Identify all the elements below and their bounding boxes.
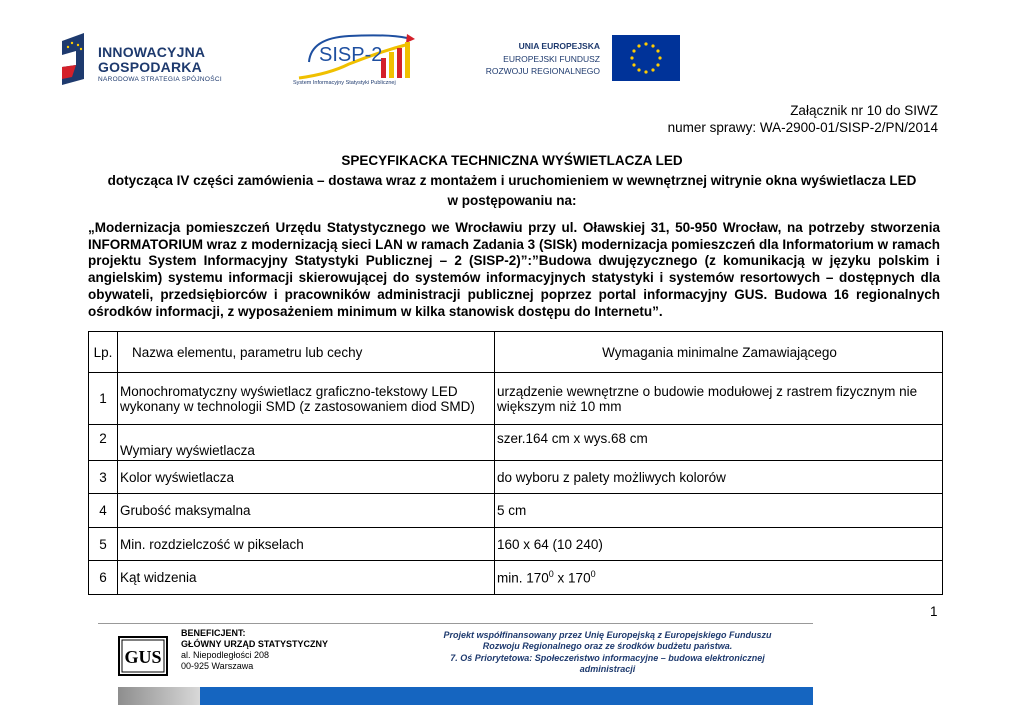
project-line-4: administracji (579, 663, 636, 674)
document-subtitle-2: w postępowaniu na: (447, 193, 577, 208)
viewing-angle-mid: x 170 (553, 570, 591, 586)
table-row (89, 494, 943, 528)
innowacyjna-gospodarka-logo (58, 33, 233, 85)
row-name: Monochromatyczny wyświetlacz graficzno-tekstowy LED wykonany w technologii SMD (z zastosowaniem diod SMD) (118, 373, 495, 425)
row-requirement: szer.164 cm x wys.68 cm (495, 425, 943, 461)
eu-flag-icon (612, 35, 680, 81)
eu-line-3: ROZWOJU REGIONALNEGO (485, 66, 600, 76)
table-row (89, 561, 943, 595)
sisp-title: SISP-2 (319, 44, 383, 66)
row-lp: 5 (89, 528, 118, 561)
table-row (89, 425, 943, 461)
eu-line-2: EUROPEJSKI FUNDUSZ (503, 54, 600, 64)
project-line-1: Projekt współfinansowany przez Unię Europejską z Europejskiego Funduszu (443, 630, 772, 640)
project-line-3: 7. Oś Priorytetowa: Społeczeństwo informacyjne – budowa elektronicznej (450, 652, 765, 663)
logo-line-2: GOSPODARKA (98, 59, 202, 75)
flag-logo-icon (58, 33, 88, 85)
attachment-label: Załącznik nr 10 do SIWZ (790, 103, 938, 118)
table-row (89, 528, 943, 561)
eu-logo (480, 35, 680, 83)
row-requirement: 160 x 64 (10 240) (495, 528, 943, 561)
viewing-angle-prefix: min. 170 (497, 570, 549, 586)
row-name: Kolor wyświetlacza (118, 461, 495, 494)
table-row (89, 461, 943, 494)
row-lp: 1 (89, 373, 118, 425)
row-requirement (495, 561, 943, 595)
footer-bar-blue (200, 687, 813, 705)
address-line-2: 00-925 Warszawa (181, 661, 254, 671)
project-line-2: Rozwoju Regionalnego oraz ze środków budżetu państwa. (482, 641, 733, 652)
header-name: Nazwa elementu, parametru lub cechy (118, 332, 495, 373)
row-name: Min. rozdzielczość w pikselach (118, 528, 495, 561)
document-subtitle: dotycząca IV części zamówienia – dostawa wraz z montażem i uruchomieniem w wewnętrznej witrynie okna wyświetlacza LED (107, 173, 917, 188)
gus-logo-text: GUS (124, 647, 162, 667)
beneficiary-label: BENEFICJENT: (181, 628, 246, 638)
beneficiary-name: GŁÓWNY URZĄD STATYSTYCZNY (181, 639, 328, 649)
footer-divider (98, 623, 813, 624)
sisp-2-logo (289, 30, 417, 90)
row-lp: 6 (89, 561, 118, 595)
row-lp: 3 (89, 461, 118, 494)
row-requirement: urządzenie wewnętrzne o budowie modułowej z rastrem fizycznym nie większym niż 10 mm (495, 373, 943, 425)
row-lp: 2 (89, 425, 118, 461)
beneficiary-block (181, 628, 328, 672)
row-requirement: do wyboru z palety możliwych kolorów (495, 461, 943, 494)
row-name: Kąt widzenia (118, 561, 495, 595)
address-line-1: al. Niepodległości 208 (181, 650, 270, 660)
case-number: numer sprawy: WA-2900-01/SISP-2/PN/2014 (667, 120, 938, 135)
page-number: 1 (930, 604, 938, 619)
logo-line-1: INNOWACYJNA (98, 44, 206, 60)
project-description: „Modernizacja pomieszczeń Urzędu Statystycznego we Wrocławiu przy ul. Oławskiej 31, 50-950 Wrocław, na potrzeby stworzenia INFORMATORIUM wraz z modernizacją sieci LAN w ramach Zadania 3 (SISk) modernizacja pomieszczeń dla Informatorium w ramach projektu System Informacyjny Statystyki Publicznej – 2 (SISP-2)”:”Budowa dwujęzycznego (z komunikacją w języku polskim i angielskim) systemu informacji skierowującej do systemów informacyjnych statystyki i systemów resortowych – dostępnych dla obywateli, przedsiębiorców i pracowników administracji publicznej poprzez portal informacyjny GUS. Budowa 16 regionalnych ośrodków informacji, z wyposażeniem minimum w kilka stanowisk dostępu do Internetu”. (88, 220, 940, 319)
row-name: Grubość maksymalna (118, 494, 495, 528)
row-requirement: 5 cm (495, 494, 943, 528)
table-row (89, 373, 943, 425)
header-lp: Lp. (89, 332, 118, 373)
sisp-subtitle: System Informacyjny Statystyki Publicznej (293, 80, 396, 86)
logo-line-3: NARODOWA STRATEGIA SPÓJNOŚCI (98, 76, 222, 83)
specification-table (88, 331, 943, 595)
row-lp: 4 (89, 494, 118, 528)
gus-logo (118, 636, 168, 676)
footer-bar-gray (118, 687, 200, 705)
header-requirements: Wymagania minimalne Zamawiającego (495, 332, 943, 373)
document-title: SPECYFIKACKA TECHNICZNA WYŚWIETLACZA LED (341, 153, 683, 168)
degree-superscript: 0 (548, 569, 554, 580)
degree-superscript: 0 (590, 569, 596, 580)
table-header-row (89, 332, 943, 373)
eu-line-1: UNIA EUROPEJSKA (518, 41, 600, 51)
gus-logo-icon (118, 636, 168, 676)
row-name: Wymiary wyświetlacza (118, 425, 495, 461)
project-funding-note (420, 630, 795, 675)
